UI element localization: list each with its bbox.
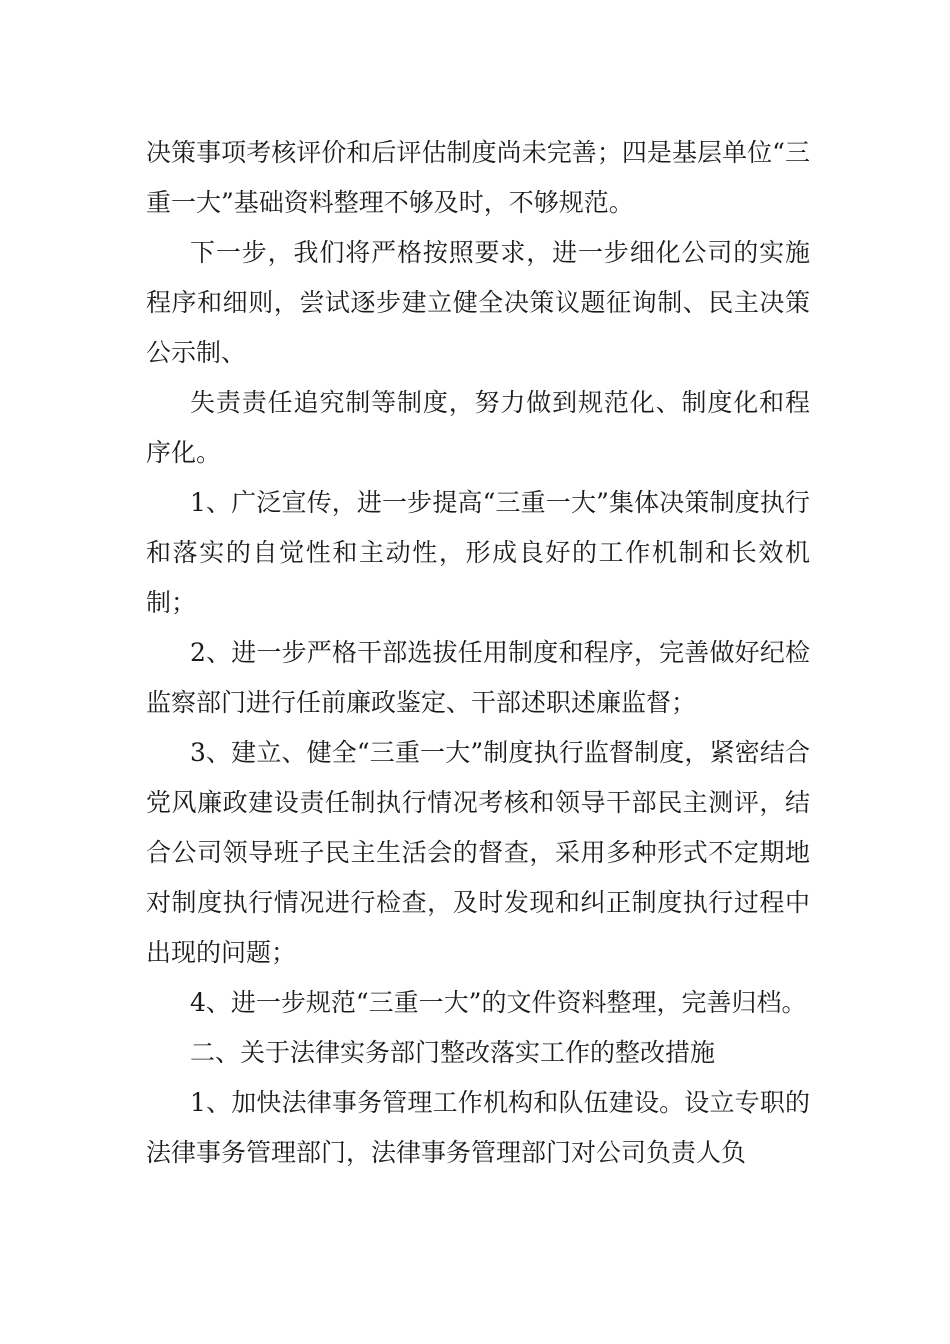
paragraph-6: 3、建立、健全“三重一大”制度执行监督制度，紧密结合党风廉政建设责任制执行情况考核和领导干部民主测评，结合公司领导班子民主生活会的督查，采用多种形式不定期地对制度执行情况进行检查，及时发现和纠正制度执行过程中出现的问题； [146, 738, 810, 967]
paragraph-1: 决策事项考核评价和后评估制度尚未完善；四是基层单位“三重一大”基础资料整理不够及时，不够规范。 [146, 138, 810, 217]
paragraph-2: 下一步，我们将严格按照要求，进一步细化公司的实施程序和细则，尝试逐步建立健全决策议题征询制、民主决策公示制、 [146, 238, 810, 367]
section-heading: 二、关于法律实务部门整改落实工作的整改措施 [190, 1038, 716, 1067]
paragraph-4: 1、广泛宣传，进一步提高“三重一大”集体决策制度执行和落实的自觉性和主动性，形成良好的工作机制和长效机制； [146, 488, 810, 617]
paragraph-5: 2、进一步严格干部选拔任用制度和程序，完善做好纪检监察部门进行任前廉政鉴定、干部述职述廉监督； [146, 638, 810, 717]
paragraph-3: 失责责任追究制等制度，努力做到规范化、制度化和程序化。 [146, 388, 810, 467]
document-body [146, 128, 810, 1178]
paragraph-9: 1、加快法律事务管理工作机构和队伍建设。设立专职的法律事务管理部门，法律事务管理部门对公司负责人负 [146, 1088, 810, 1167]
paragraph-7: 4、进一步规范“三重一大”的文件资料整理，完善归档。 [190, 988, 807, 1017]
